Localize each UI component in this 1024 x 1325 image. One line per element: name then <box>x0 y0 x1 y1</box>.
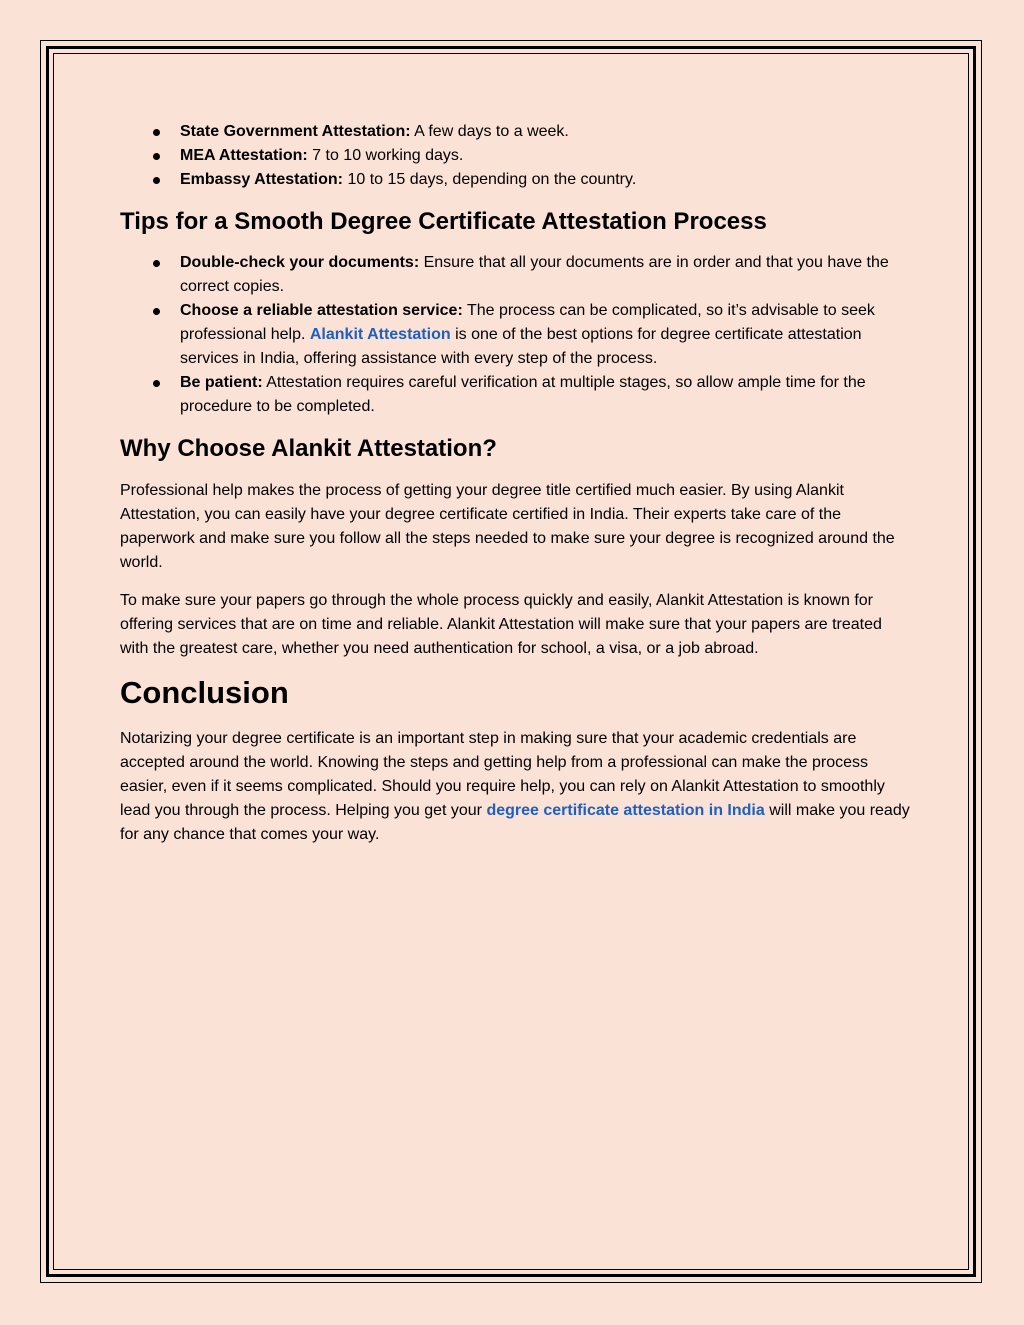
list-item-label: Choose a reliable attestation service: <box>180 302 463 319</box>
list-item-text: 10 to 15 days, depending on the country. <box>347 171 637 188</box>
list-item <box>120 251 910 299</box>
attestation-timeline-list <box>120 120 910 192</box>
document-body <box>120 118 910 847</box>
list-item <box>120 371 910 419</box>
list-item-text-continued: is one of the best options for degree certificate attestation services in India, offering assistance with every step of the process. <box>180 326 862 367</box>
list-item <box>120 120 910 144</box>
conclusion-paragraph <box>120 727 910 847</box>
degree-certificate-attestation-link[interactable]: degree certificate attestation in India <box>486 802 765 819</box>
bullet-icon <box>153 129 160 136</box>
bullet-icon <box>153 177 160 184</box>
bullet-icon <box>153 153 160 160</box>
list-item-label: Double-check your documents: <box>180 254 420 271</box>
list-item <box>120 299 910 371</box>
list-item-label: State Government Attestation: <box>180 123 411 140</box>
list-item <box>120 144 910 168</box>
tips-heading: Tips for a Smooth Degree Certificate Attestation Process <box>120 208 767 235</box>
conclusion-text: Notarizing your degree certificate is an important step in making sure that your academic credentials are accepted around the world. Knowing the steps and getting help from a professional can make the process easier, even if it seems complicated. Should you require help, you can rely on Alankit Attestation to smoothly lead you through the process. Helping you get your <box>120 730 885 819</box>
conclusion-text-continued: will make you ready for any chance that comes your way. <box>120 802 910 843</box>
bullet-icon <box>153 260 160 267</box>
bullet-icon <box>153 380 160 387</box>
list-item-text: 7 to 10 working days. <box>312 147 464 164</box>
conclusion-heading: Conclusion <box>120 675 289 710</box>
list-item-label: Be patient: <box>180 374 263 391</box>
why-choose-heading: Why Choose Alankit Attestation? <box>120 435 497 462</box>
list-item-text: The process can be complicated, so it’s advisable to seek professional help. <box>180 302 875 343</box>
why-paragraph-2: To make sure your papers go through the whole process quickly and easily, Alankit Attestation is known for offering services that are on time and reliable. Alankit Attestation will make sure that your papers are treated with the greatest care, whether you need authentication for school, a visa, or a job abroad. <box>120 592 882 657</box>
list-item-text: Ensure that all your documents are in order and that you have the correct copies. <box>180 254 889 295</box>
why-paragraph-1: Professional help makes the process of getting your degree title certified much easier. By using Alankit Attestation, you can easily have your degree certificate certified in India. Their experts take care of the paperwork and make sure you follow all the steps needed to make sure your degree is recognized around the world. <box>120 482 895 571</box>
list-item-text: Attestation requires careful verification at multiple stages, so allow ample time for the procedure to be completed. <box>180 374 866 415</box>
tips-list <box>120 251 910 419</box>
list-item-text: A few days to a week. <box>414 123 569 140</box>
list-item <box>120 168 910 192</box>
list-item-label: Embassy Attestation: <box>180 171 343 188</box>
alankit-attestation-link[interactable]: Alankit Attestation <box>309 326 451 343</box>
bullet-icon <box>153 308 160 315</box>
list-item-label: MEA Attestation: <box>180 147 308 164</box>
